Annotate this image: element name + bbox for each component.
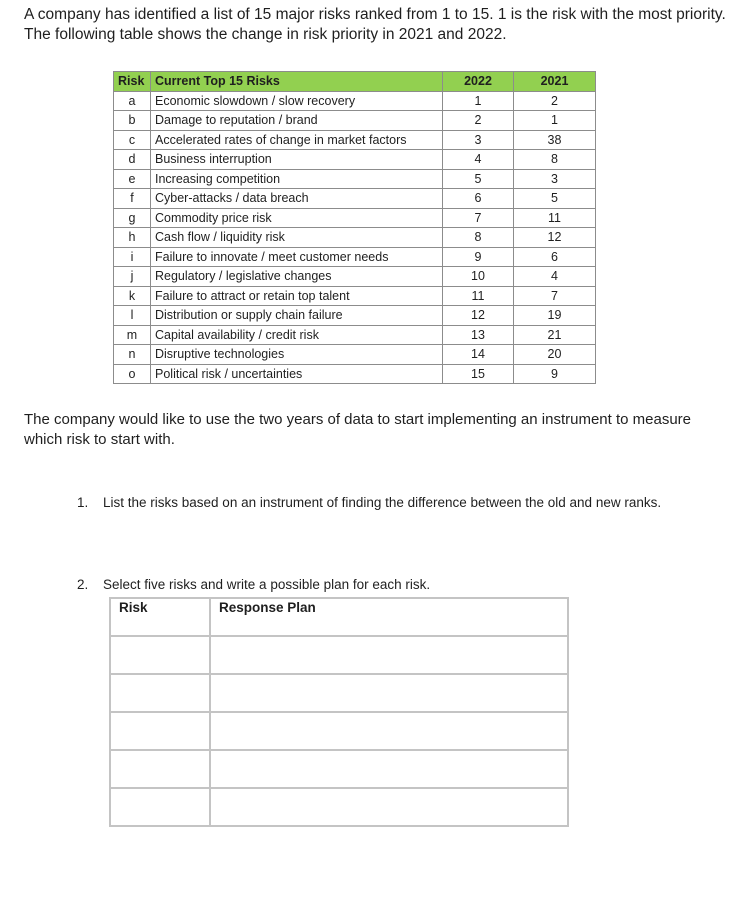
- risk-name: Business interruption: [151, 150, 443, 170]
- risk-row: [114, 325, 596, 345]
- question-1-number: 1.: [77, 495, 89, 510]
- rank-2022: 4: [443, 150, 514, 170]
- plan-risk-cell[interactable]: [110, 750, 210, 788]
- question-2-number: 2.: [77, 577, 89, 592]
- risk-row: [114, 208, 596, 228]
- risk-name: Damage to reputation / brand: [151, 111, 443, 131]
- plan-risk-cell[interactable]: [110, 636, 210, 674]
- risk-row: [114, 189, 596, 209]
- risk-name: Political risk / uncertainties: [151, 364, 443, 384]
- plan-response-cell[interactable]: [210, 636, 568, 674]
- plan-row: [110, 712, 568, 750]
- question-1-text: List the risks based on an instrument of finding the difference between the old and new ranks.: [103, 495, 662, 510]
- plan-response-cell[interactable]: [210, 674, 568, 712]
- risk-letter: f: [114, 189, 151, 209]
- rank-2022: 1: [443, 91, 514, 111]
- risk-name: Failure to innovate / meet customer needs: [151, 247, 443, 267]
- risk-row: [114, 364, 596, 384]
- rank-2021: 20: [514, 345, 596, 365]
- plan-row: [110, 750, 568, 788]
- rank-2022: 3: [443, 130, 514, 150]
- rank-2021: 3: [514, 169, 596, 189]
- question-1: [77, 494, 737, 512]
- risk-letter: a: [114, 91, 151, 111]
- rank-2021: 5: [514, 189, 596, 209]
- risk-letter: h: [114, 228, 151, 248]
- risk-letter: o: [114, 364, 151, 384]
- risk-letter: n: [114, 345, 151, 365]
- plan-response-cell[interactable]: [210, 788, 568, 826]
- risk-name: Failure to attract or retain top talent: [151, 286, 443, 306]
- rank-2022: 2: [443, 111, 514, 131]
- rank-2021: 19: [514, 306, 596, 326]
- risk-letter: i: [114, 247, 151, 267]
- plan-header-response-label: Response Plan: [219, 600, 316, 615]
- risk-row: [114, 247, 596, 267]
- risk-name: Distribution or supply chain failure: [151, 306, 443, 326]
- risk-name: Cyber-attacks / data breach: [151, 189, 443, 209]
- plan-row: [110, 674, 568, 712]
- risk-row: [114, 91, 596, 111]
- risk-letter: m: [114, 325, 151, 345]
- plan-response-cell[interactable]: [210, 712, 568, 750]
- rank-2022: 9: [443, 247, 514, 267]
- risk-table-header-row: [114, 72, 596, 92]
- risk-name: Regulatory / legislative changes: [151, 267, 443, 287]
- plan-response-cell[interactable]: [210, 750, 568, 788]
- plan-row: [110, 788, 568, 826]
- plan-header-risk-label: Risk: [119, 600, 148, 615]
- risk-letter: e: [114, 169, 151, 189]
- risk-row: [114, 150, 596, 170]
- risk-row: [114, 306, 596, 326]
- risk-letter: j: [114, 267, 151, 287]
- rank-2021: 9: [514, 364, 596, 384]
- rank-2022: 6: [443, 189, 514, 209]
- header-2022: 2022: [443, 72, 514, 92]
- question-2: [77, 576, 677, 594]
- risk-letter: d: [114, 150, 151, 170]
- rank-2022: 11: [443, 286, 514, 306]
- question-2-text: Select five risks and write a possible plan for each risk.: [103, 577, 431, 592]
- plan-header-row: [110, 598, 568, 636]
- rank-2022: 5: [443, 169, 514, 189]
- rank-2021: 12: [514, 228, 596, 248]
- risk-row: [114, 169, 596, 189]
- rank-2022: 10: [443, 267, 514, 287]
- risk-name: Increasing competition: [151, 169, 443, 189]
- rank-2021: 2: [514, 91, 596, 111]
- risk-row: [114, 130, 596, 150]
- risk-name: Disruptive technologies: [151, 345, 443, 365]
- rank-2021: 38: [514, 130, 596, 150]
- plan-risk-cell[interactable]: [110, 674, 210, 712]
- intro-text: A company has identified a list of 15 major risks ranked from 1 to 15. 1 is the risk with the most priority. The following table shows the change in risk priority in 2021 and 2022.: [24, 6, 726, 43]
- risk-row: [114, 345, 596, 365]
- rank-2021: 1: [514, 111, 596, 131]
- risk-name: Commodity price risk: [151, 208, 443, 228]
- risk-letter: k: [114, 286, 151, 306]
- plan-risk-cell[interactable]: [110, 788, 210, 826]
- risk-name: Accelerated rates of change in market factors: [151, 130, 443, 150]
- risk-letter: g: [114, 208, 151, 228]
- response-plan-table: [109, 597, 569, 827]
- rank-2022: 12: [443, 306, 514, 326]
- risk-row: [114, 267, 596, 287]
- header-risk: Risk: [114, 72, 151, 92]
- rank-2021: 7: [514, 286, 596, 306]
- plan-header-response: [210, 598, 568, 636]
- risk-row: [114, 228, 596, 248]
- rank-2021: 8: [514, 150, 596, 170]
- rank-2021: 4: [514, 267, 596, 287]
- risk-row: [114, 111, 596, 131]
- rank-2022: 15: [443, 364, 514, 384]
- instrument-text: The company would like to use the two years of data to start implementing an instrument to measure which risk to start with.: [24, 411, 692, 448]
- rank-2021: 21: [514, 325, 596, 345]
- rank-2021: 11: [514, 208, 596, 228]
- risk-letter: b: [114, 111, 151, 131]
- rank-2021: 6: [514, 247, 596, 267]
- header-current-top-risks: Current Top 15 Risks: [151, 72, 443, 92]
- plan-header-risk: [110, 598, 210, 636]
- risk-letter: c: [114, 130, 151, 150]
- risk-row: [114, 286, 596, 306]
- rank-2022: 7: [443, 208, 514, 228]
- risk-letter: l: [114, 306, 151, 326]
- rank-2022: 13: [443, 325, 514, 345]
- risk-name: Cash flow / liquidity risk: [151, 228, 443, 248]
- plan-risk-cell[interactable]: [110, 712, 210, 750]
- risk-name: Economic slowdown / slow recovery: [151, 91, 443, 111]
- risk-name: Capital availability / credit risk: [151, 325, 443, 345]
- plan-row: [110, 636, 568, 674]
- header-2021: 2021: [514, 72, 596, 92]
- rank-2022: 8: [443, 228, 514, 248]
- rank-2022: 14: [443, 345, 514, 365]
- risk-ranking-table: [113, 71, 596, 384]
